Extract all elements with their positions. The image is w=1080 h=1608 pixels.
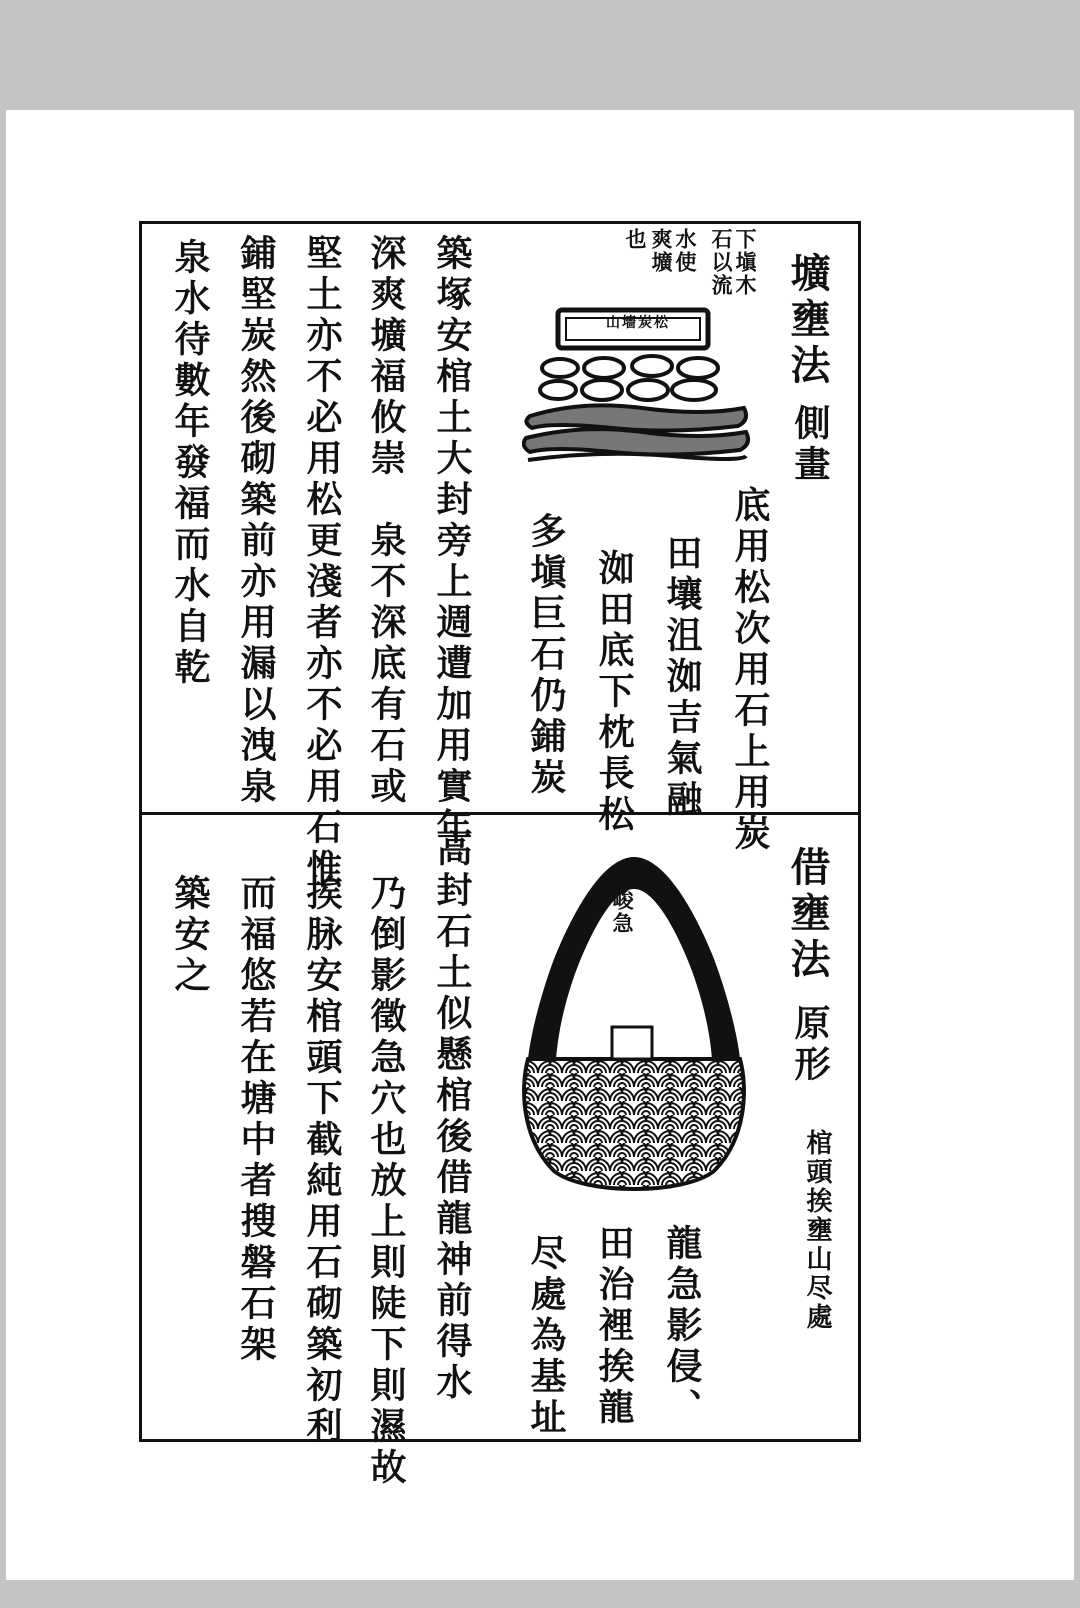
top-note-3: 洳田底下枕長松 (593, 549, 635, 836)
top-note-1: 底用松次用石上用炭 (729, 486, 771, 855)
top-body-line-3: 堅土亦不必用松更淺者亦不必用石惟 (301, 234, 343, 890)
bottom-body-line-1: 高封石土似懸棺後借龍神前得水 (431, 830, 473, 1404)
bottom-body-line-2: 乃倒影徵急穴也放上則陡下則濕故 (365, 874, 407, 1489)
top-small-col-2: 石以流 (709, 228, 734, 297)
top-body-line-2: 深爽壙福攸崇 泉不深底有石或 (365, 234, 407, 808)
tomb-figure-label: 山墻炭松 (606, 315, 670, 331)
bottom-note-3: 尽處為基址 (525, 1234, 567, 1439)
mound-figure (514, 849, 754, 1199)
tomb-side-view-figure (522, 304, 752, 474)
bottom-body-line-5: 築安之 (169, 874, 211, 997)
top-title: 壙壅法 (784, 252, 831, 390)
top-note-2: 田壤沮洳吉氣融 (661, 534, 703, 821)
bottom-subtitle: 原形 (789, 1004, 831, 1086)
mound-figure-label: 峻急 (610, 889, 635, 935)
page-frame (139, 221, 861, 1489)
top-small-col-1: 下塡木 (733, 228, 758, 297)
top-note-4: 多塡巨石仍鋪炭 (525, 512, 567, 799)
bottom-title: 借壅法 (784, 846, 831, 984)
bottom-body-line-4: 而福悠若在塘中者搜磐石架 (235, 874, 277, 1366)
top-small-col-4: 爽壙 (649, 228, 674, 274)
bottom-note-1: 龍急影侵、 (661, 1224, 703, 1429)
top-body-line-4: 鋪堅炭然後砌築前亦用漏以洩泉 (235, 234, 277, 808)
top-body-line-1: 築塚安棺土大封旁上週遭加用實年 (431, 234, 473, 849)
top-small-col-3: 水使 (673, 228, 698, 274)
top-subtitle: 側畫 (789, 404, 831, 486)
bottom-side-note: 棺頭挨壅山尽處 (802, 1129, 832, 1332)
top-small-col-5: 也 (623, 228, 648, 251)
bottom-note-2: 田治裡挨龍 (593, 1224, 635, 1429)
bottom-body-line-3: 挨脉安棺頭下截純用石砌築初利 (301, 874, 343, 1448)
top-body-line-5: 泉水待數年發福而水自乾 (169, 238, 211, 689)
book-page (6, 110, 1074, 1580)
